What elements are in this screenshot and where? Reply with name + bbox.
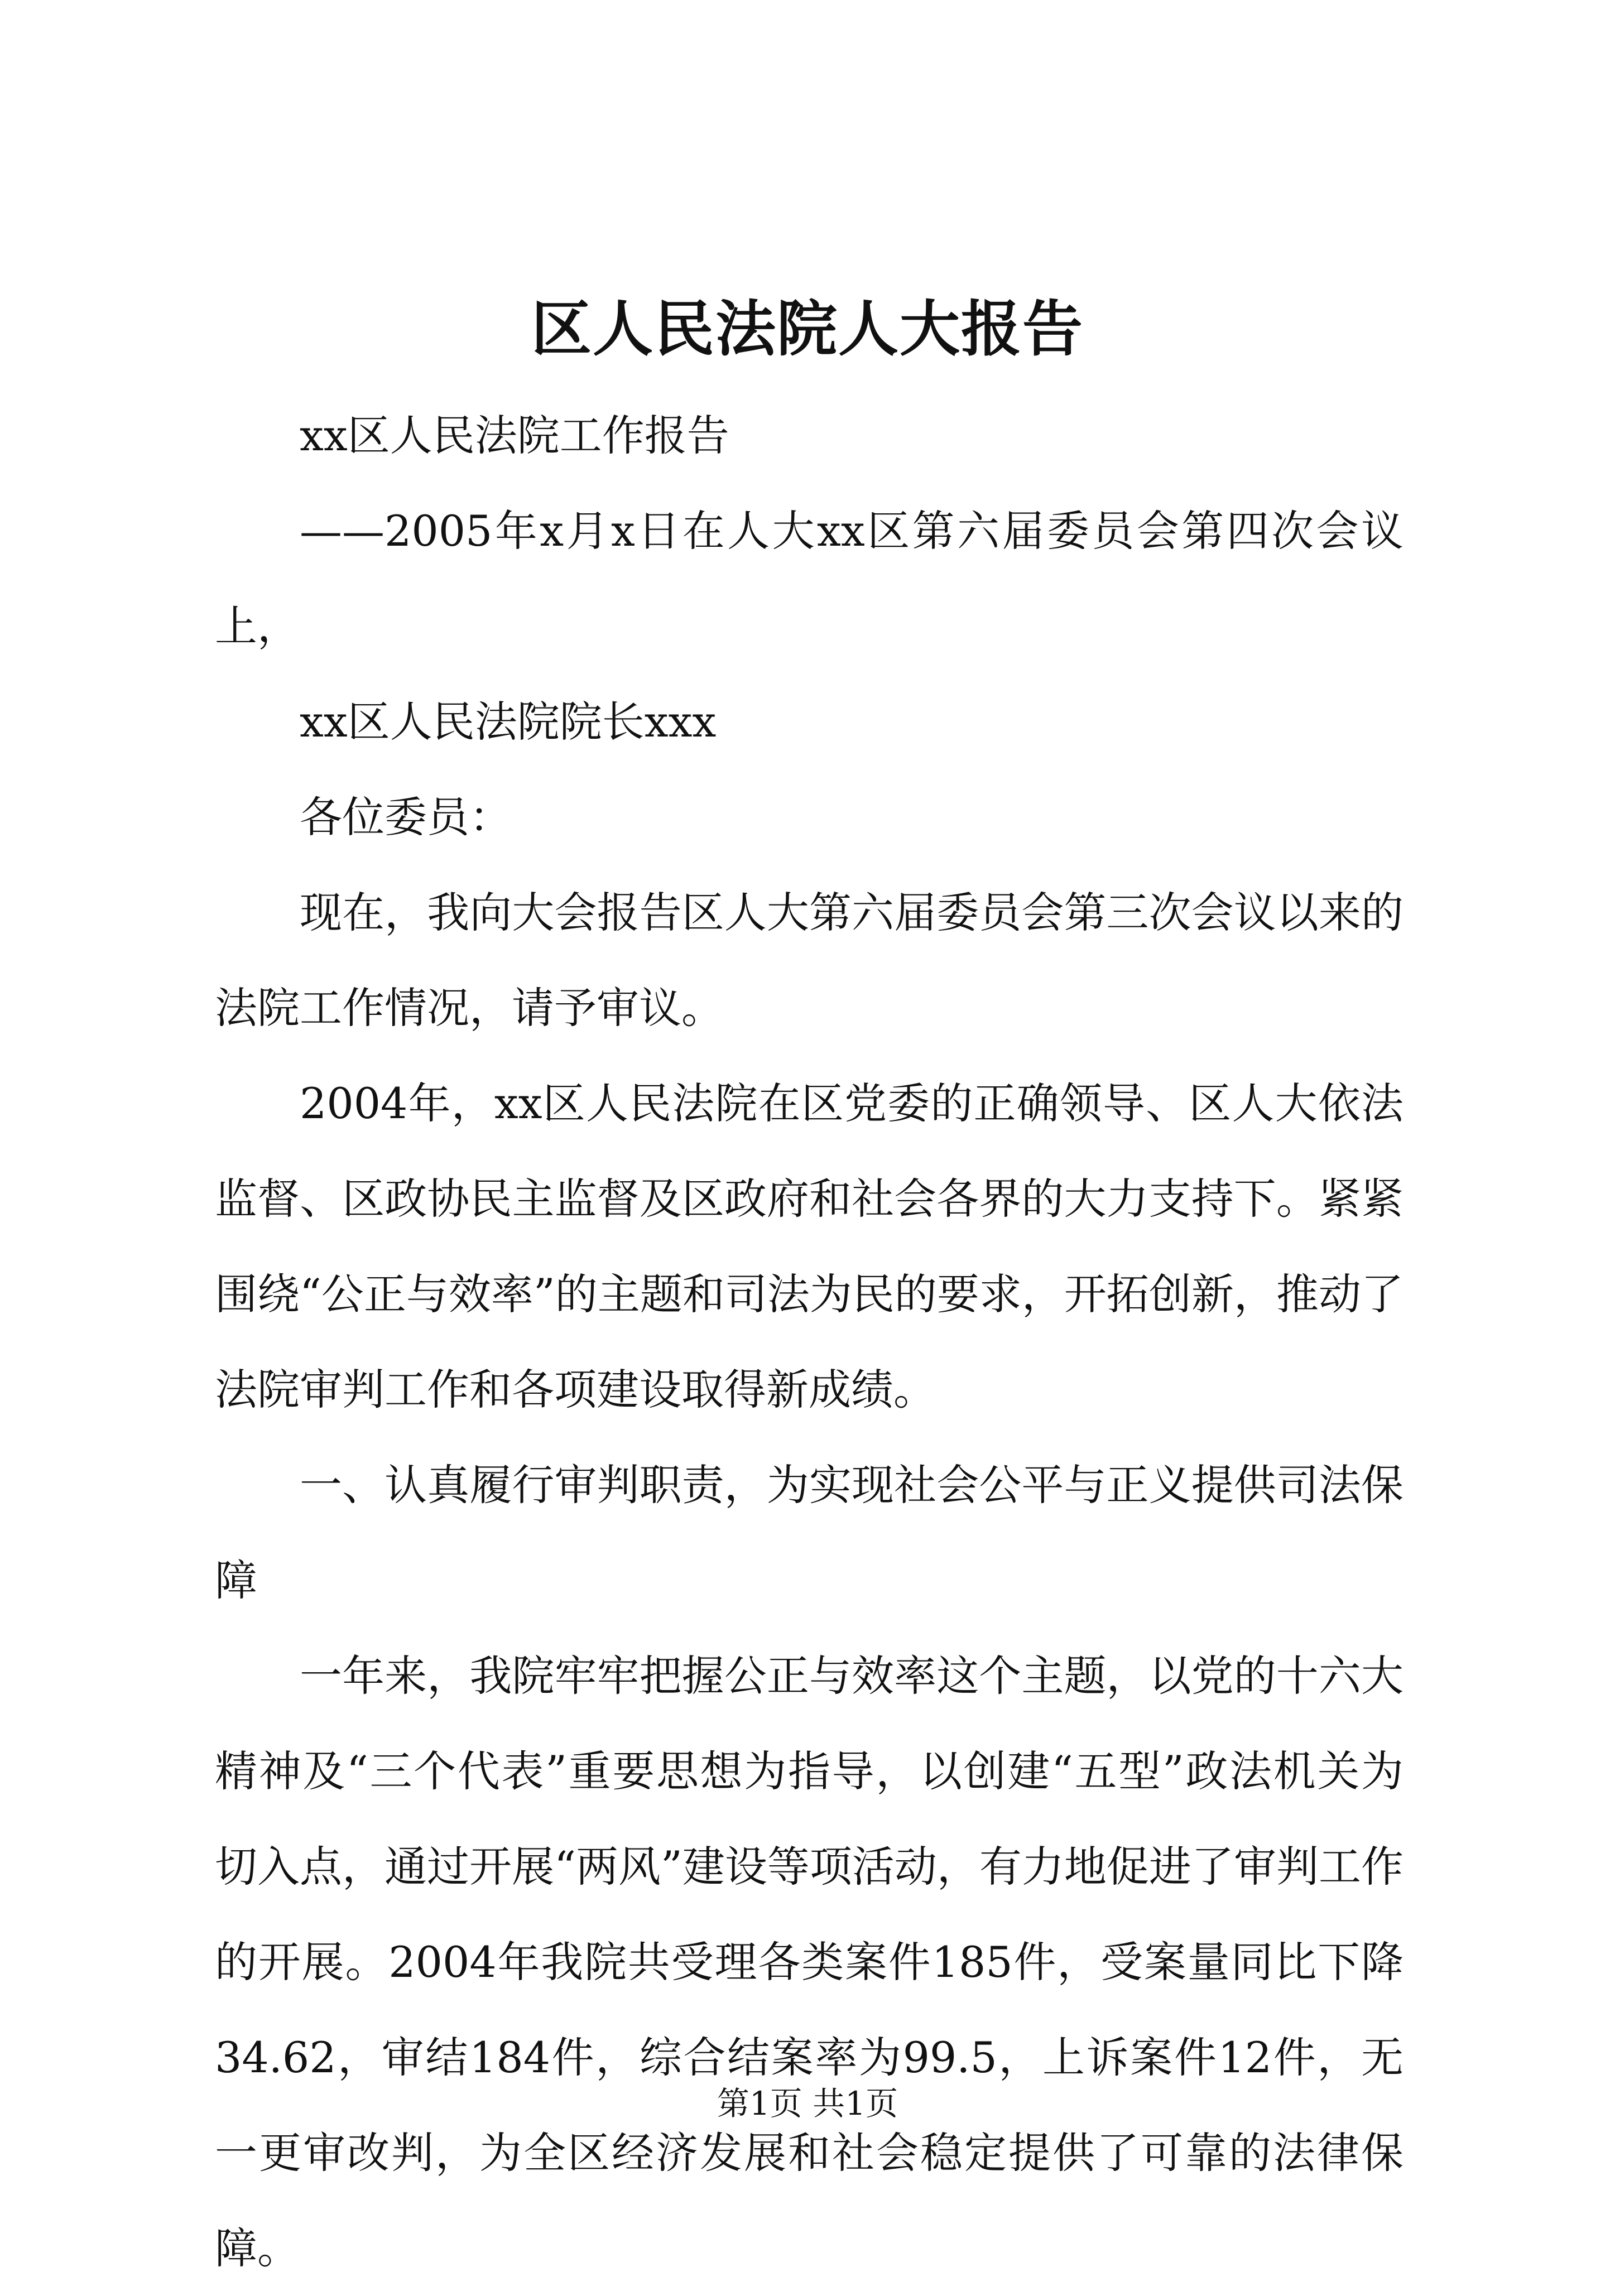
section-heading-1: 一、认真履行审判职责，为实现社会公平与正义提供司法保障 — [215, 1460, 1403, 1605]
paragraph-salutation: 各位委员： — [300, 792, 512, 842]
paragraph-report-name: xx区人民法院工作报告 — [300, 411, 729, 460]
paragraph-overview: 2004年，xx区人民法院在区党委的正确领导、区人大依法监督、区政协民主监督及区政府和社会各界的大力支持下。紧紧围绕“公正与效率”的主题和司法为民的要求，开拓创新，推动了法院审判工作和各项建设取得新成绩。 — [215, 1079, 1403, 1414]
paragraph-speaker: xx区人民法院院长xxx — [300, 697, 717, 747]
document-body — [215, 388, 1403, 2296]
page-footer: 第1页 共1页 — [717, 2085, 898, 2122]
paragraph-meeting-info: ——2005年x月x日在人大xx区第六届委员会第四次会议上， — [215, 506, 1403, 651]
paragraph-section-1: 一年来，我院牢牢把握公正与效率这个主题，以党的十六大精神及“三个代表”重要思想为指导，以创建“五型”政法机关为切入点，通过开展“两风”建设等项活动，有力地促进了审判工作的开展。2004年我院共受理各类案件185件，受案量同比下降34.62，审结184件，综合结案率为99.5，上诉案件12件，无一更审改判，为全区经济发展和社会稳定提供了可靠的法律保障。 — [215, 1651, 1403, 2273]
document-title: 区人民法院人大报告 — [531, 294, 1084, 364]
paragraph-intro: 现在，我向大会报告区人大第六届委员会第三次会议以来的法院工作情况，请予审议。 — [215, 888, 1403, 1033]
